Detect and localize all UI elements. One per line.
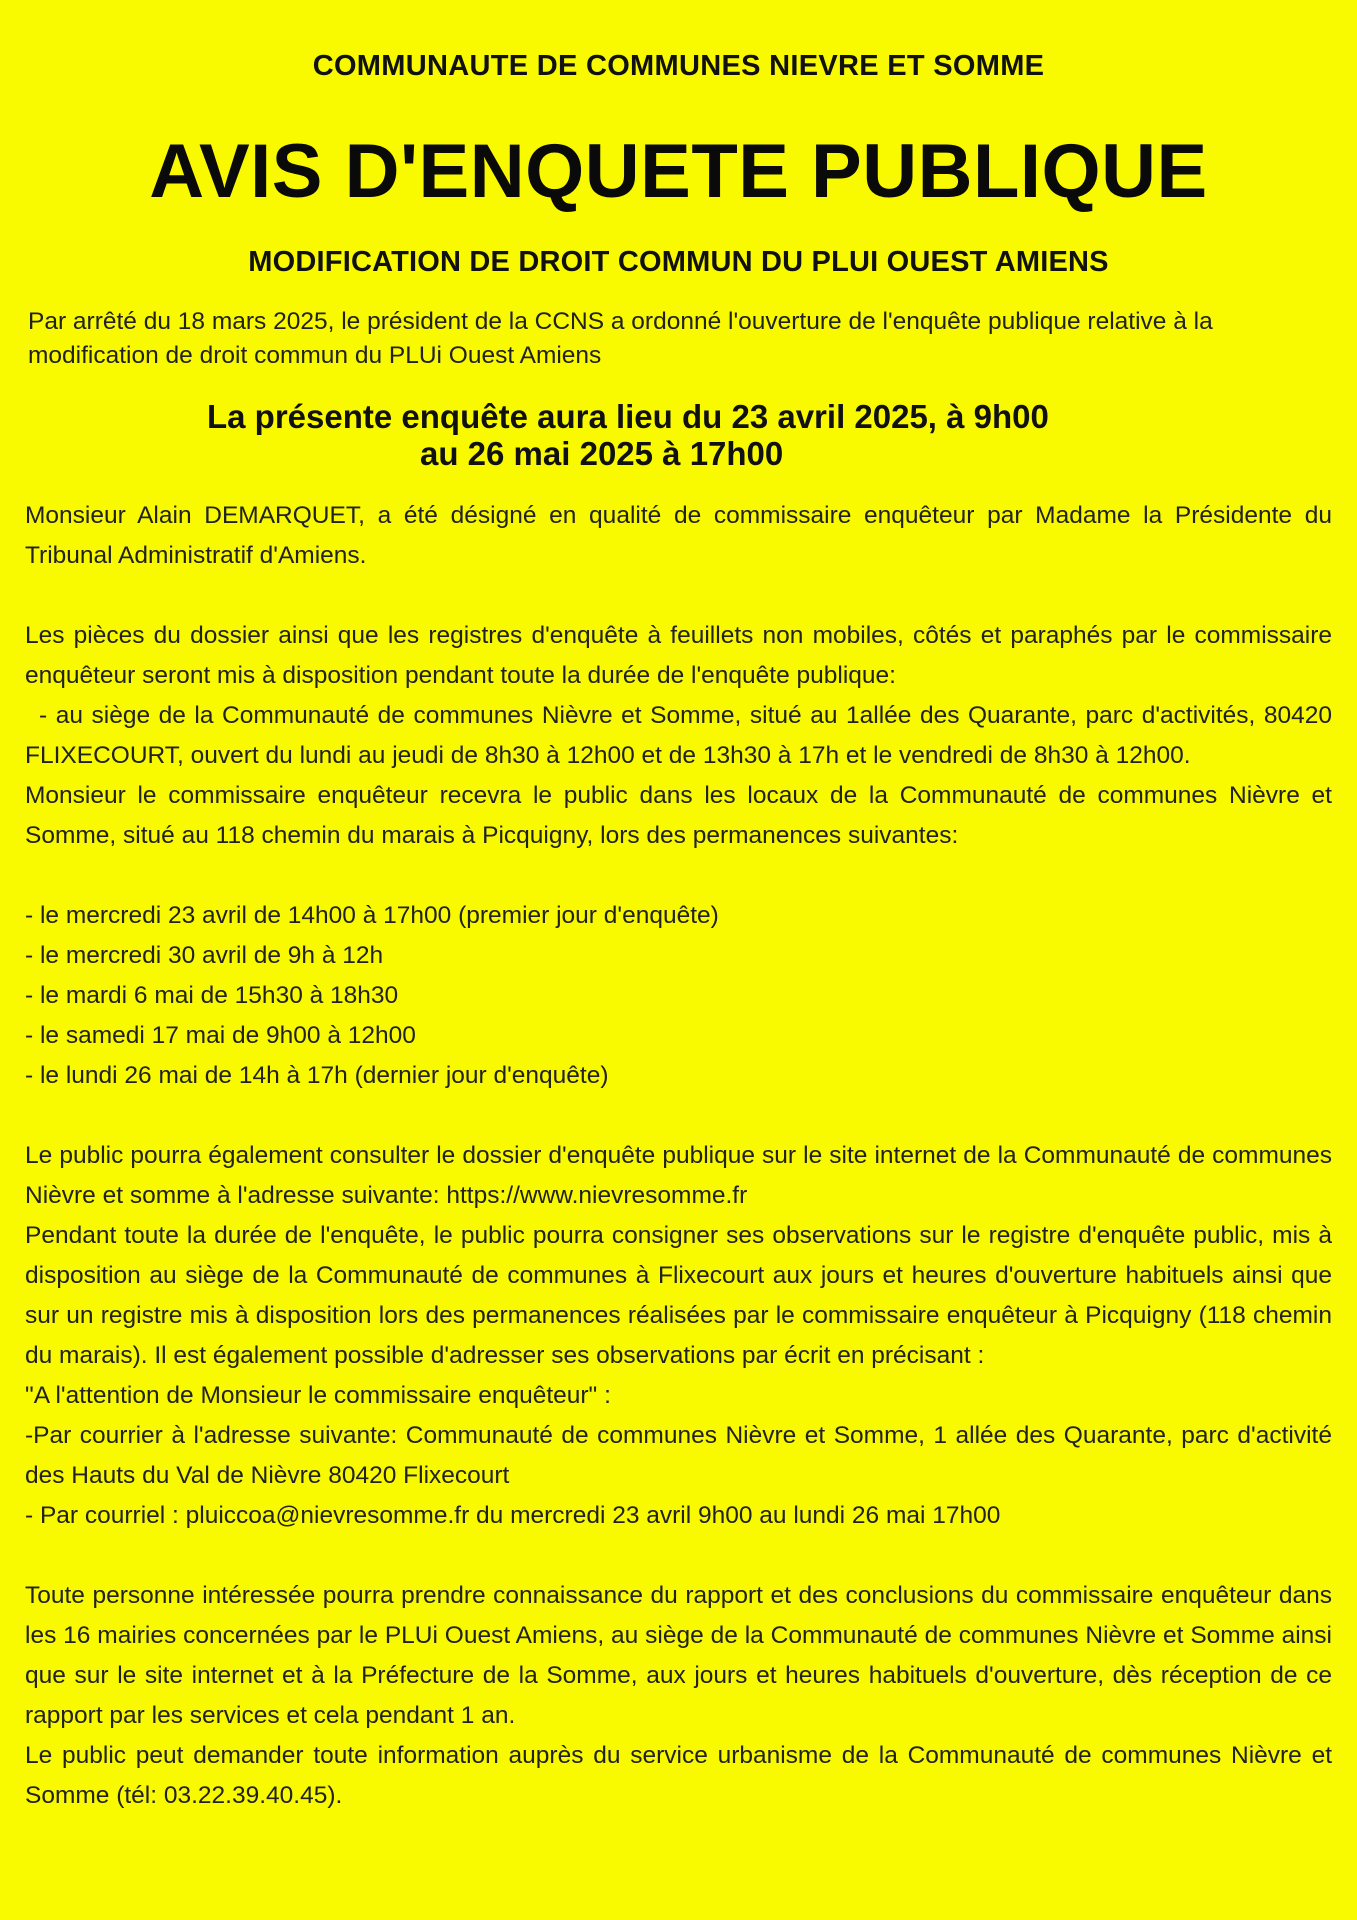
siege-paragraph: - au siège de la Communauté de communes Nièvre et Somme, situé au 1allée des Quarante, parc d'activités, 80420 FLIXECOURT, ouvert du lundi au jeudi de 8h30 à 12h00 et de 13h30 à 17h et le vendredi de 8h30 à 12h00. <box>25 702 1332 769</box>
reception-paragraph: Monsieur le commissaire enquêteur recevra le public dans les locaux de la Communauté de communes Nièvre et Somme, situé au 118 chemin du marais à Picquigny, lors des permanences suivantes: <box>25 782 1332 849</box>
list-item: - le mercredi 23 avril de 14h00 à 17h00 (premier jour d'enquête) <box>25 902 719 929</box>
notice-body <box>25 496 1332 1816</box>
commissioner-paragraph: Monsieur Alain DEMARQUET, a été désigné en qualité de commissaire enquêteur par Madame la Présidente du Tribunal Administratif d'Amiens. <box>25 502 1332 569</box>
contact-paragraph: Le public peut demander toute information auprès du service urbanisme de la Communauté de communes Nièvre et Somme (tél: 03.22.39.40.45). <box>25 1742 1332 1809</box>
attention-line: "A l'attention de Monsieur le commissaire enquêteur" : <box>25 1382 611 1409</box>
list-item: - le mercredi 30 avril de 9h à 12h <box>25 942 384 969</box>
enquiry-dates-line-1: La présente enquête aura lieu du 23 avril 2025, à 9h00 <box>207 398 1049 435</box>
list-item: - le samedi 17 mai de 9h00 à 12h00 <box>25 1022 416 1049</box>
dossier-paragraph: Les pièces du dossier ainsi que les registres d'enquête à feuillets non mobiles, côtés et paraphés par le commissaire enquêteur seront mis à disposition pendant toute la durée de l'enquête publique: <box>25 622 1332 689</box>
observations-paragraph: Pendant toute la durée de l'enquête, le public pourra consigner ses observations sur le registre d'enquête public, mis à disposition au siège de la Communauté de communes à Flixecourt aux jours et heures d'ouverture habituels ainsi que sur un registre mis à disposition lors des permanences réalisées par le commissaire enquêteur à Picquigny (118 chemin du marais). Il est également possible d'adresser ses observations par écrit en précisant : <box>25 1222 1332 1369</box>
courrier-paragraph: -Par courrier à l'adresse suivante: Communauté de communes Nièvre et Somme, 1 allée des Quarante, parc d'activité des Hauts du Val de Nièvre 80420 Flixecourt <box>25 1422 1332 1489</box>
enquiry-dates <box>0 398 1357 472</box>
enquiry-dates-line-2: au 26 mai 2025 à 17h00 <box>420 435 784 472</box>
organization-heading: COMMUNAUTE DE COMMUNES NIEVRE ET SOMME <box>312 50 1045 82</box>
permanences-list <box>25 896 1332 1096</box>
page-title: AVIS D'ENQUETE PUBLIQUE <box>149 129 1208 214</box>
intro-paragraph: Par arrêté du 18 mars 2025, le président de la CCNS a ordonné l'ouverture de l'enquête publique relative à la modification de droit commun du PLUi Ouest Amiens <box>28 308 1213 369</box>
website-paragraph: Le public pourra également consulter le dossier d'enquête publique sur le site internet de la Communauté de communes Nièvre et somme à l'adresse suivante: https://www.nievresomme.fr <box>25 1142 1332 1209</box>
list-item: - le mardi 6 mai de 15h30 à 18h30 <box>25 982 399 1009</box>
list-item: - le lundi 26 mai de 14h à 17h (dernier jour d'enquête) <box>25 1062 609 1089</box>
courriel-paragraph: - Par courriel : pluiccoa@nievresomme.fr du mercredi 23 avril 9h00 au lundi 26 mai 17h00 <box>25 1502 1001 1529</box>
rapport-paragraph: Toute personne intéressée pourra prendre connaissance du rapport et des conclusions du commissaire enquêteur dans les 16 mairies concernées par le PLUi Ouest Amiens, au siège de la Communauté de communes Nièvre et Somme ainsi que sur le site internet et à la Préfecture de la Somme, aux jours et heures habituels d'ouverture, dès réception de ce rapport par les services et cela pendant 1 an. <box>25 1582 1332 1729</box>
page-subtitle: MODIFICATION DE DROIT COMMUN DU PLUI OUEST AMIENS <box>248 246 1109 278</box>
